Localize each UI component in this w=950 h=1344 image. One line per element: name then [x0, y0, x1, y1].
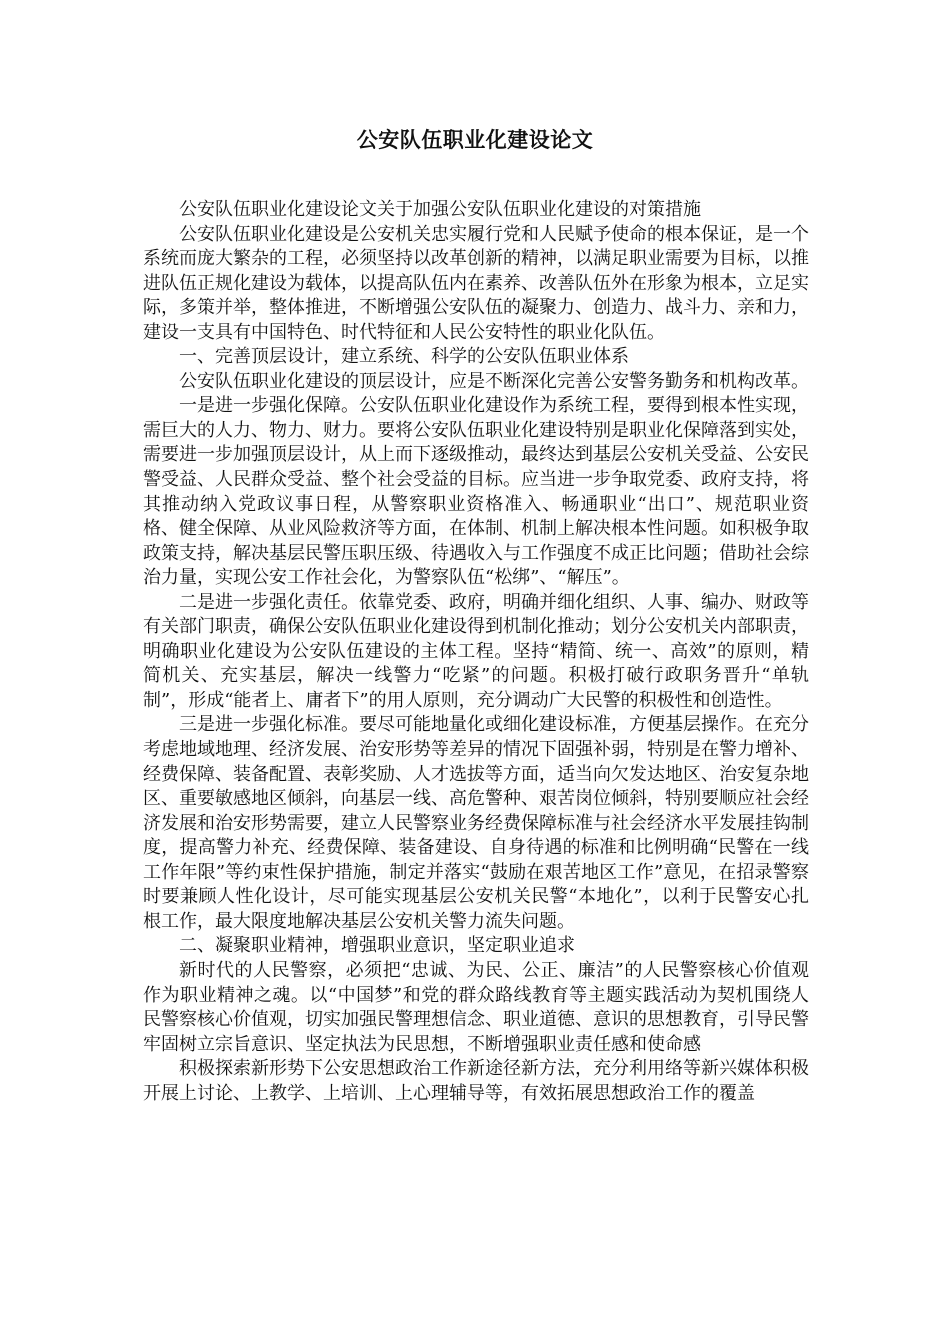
document-body	[143, 198, 809, 1106]
paragraph-overview: 公安队伍职业化建设是公安机关忠实履行党和人民赋予使命的根本保证，是一个系统而庞大繁杂的工程，必须坚持以改革创新的精神，以满足职业需要为目标，以推进队伍正规化建设为载体，以提高队伍内在素养、改善队伍外在形象为根本，立足实际，多策并举，整体推进，不断增强公安队伍的凝聚力、创造力、战斗力、亲和力，建设一支具有中国特色、时代特征和人民公安特性的职业化队伍。	[143, 223, 809, 343]
section-heading-1: 一、完善顶层设计，建立系统、科学的公安队伍职业体系	[179, 346, 629, 368]
paragraph-new-methods: 积极探索新形势下公安思想政治工作新途径新方法，充分利用络等新兴媒体积极开展上讨论、上教学、上培训、上心理辅导等，有效拓展思想政治工作的覆盖	[143, 1058, 809, 1104]
paragraph-standards: 三是进一步强化标准。要尽可能地量化或细化建设标准，方便基层操作。在充分考虑地域地理、经济发展、治安形势等差异的情况下固强补弱，特别是在警力增补、经费保障、装备配置、表彰奖励、人才选拔等方面，适当向欠发达地区、治安复杂地区、重要敏感地区倾斜，向基层一线、高危警种、艰苦岗位倾斜，特别要顺应社会经济发展和治安形势需要，建立人民警察业务经费保障标准与社会经济水平发展挂钩制度，提高警力补充、经费保障、装备建设、自身待遇的标准和比例明确“民警在一线工作年限”等约束性保护措施，制定并落实“鼓励在艰苦地区工作”意见，在招录警察时要兼顾人性化设计，尽可能实现基层公安机关民警“本地化”，以利于民警安心扎根工作，最大限度地解决基层公安机关警力流失问题。	[143, 714, 809, 932]
document-title: 公安队伍职业化建设论文	[356, 127, 594, 152]
paragraph-guarantee: 一是进一步强化保障。公安队伍职业化建设作为系统工程，要得到根本性实现，需巨大的人力、物力、财力。要将公安队伍职业化建设特别是职业化保障落到实处，需要进一步加强顶层设计，从上而下逐级推动，最终达到基层公安机关受益、公安民警受益、人民群众受益、整个社会受益的目标。应当进一步争取党委、政府支持，将其推动纳入党政议事日程，从警察职业资格准入、畅通职业“出口”、规范职业资格、健全保障、从业风险救济等方面，在体制、机制上解决根本性问题。如积极争取政策支持，解决基层民警压职压级、待遇收入与工作强度不成正比问题；借助社会综治力量，实现公安工作社会化，为警察队伍“松绑”、“解压”。	[143, 395, 809, 589]
paragraph-responsibility: 二是进一步强化责任。依靠党委、政府，明确并细化组织、人事、编办、财政等有关部门职责，确保公安队伍职业化建设得到机制化推动；划分公安机关内部职责，明确职业化建设为公安队伍建设的主体工程。坚持“精简、统一、高效”的原则，精简机关、充实基层，解决一线警力“吃紧”的问题。积极打破行政职务晋升“单轨制”，形成“能者上、庸者下”的用人原则，充分调动广大民警的积极性和创造性。	[143, 591, 809, 711]
section-heading-2: 二、凝聚职业精神，增强职业意识，坚定职业追求	[179, 935, 575, 957]
paragraph-top-design: 公安队伍职业化建设的顶层设计，应是不断深化完善公安警务勤务和机构改革。	[179, 370, 809, 392]
paragraph-intro-heading: 公安队伍职业化建设论文关于加强公安队伍职业化建设的对策措施	[179, 199, 701, 220]
paragraph-core-values: 新时代的人民警察，必须把“忠诚、为民、公正、廉洁”的人民警察核心价值观作为职业精神之魂。以“中国梦”和党的群众路线教育等主题实践活动为契机围绕人民警察核心价值观，切实加强民警理想信念、职业道德、意识的思想教育，引导民警牢固树立宗旨意识、坚定执法为民思想，不断增强职业责任感和使命感	[143, 959, 809, 1055]
